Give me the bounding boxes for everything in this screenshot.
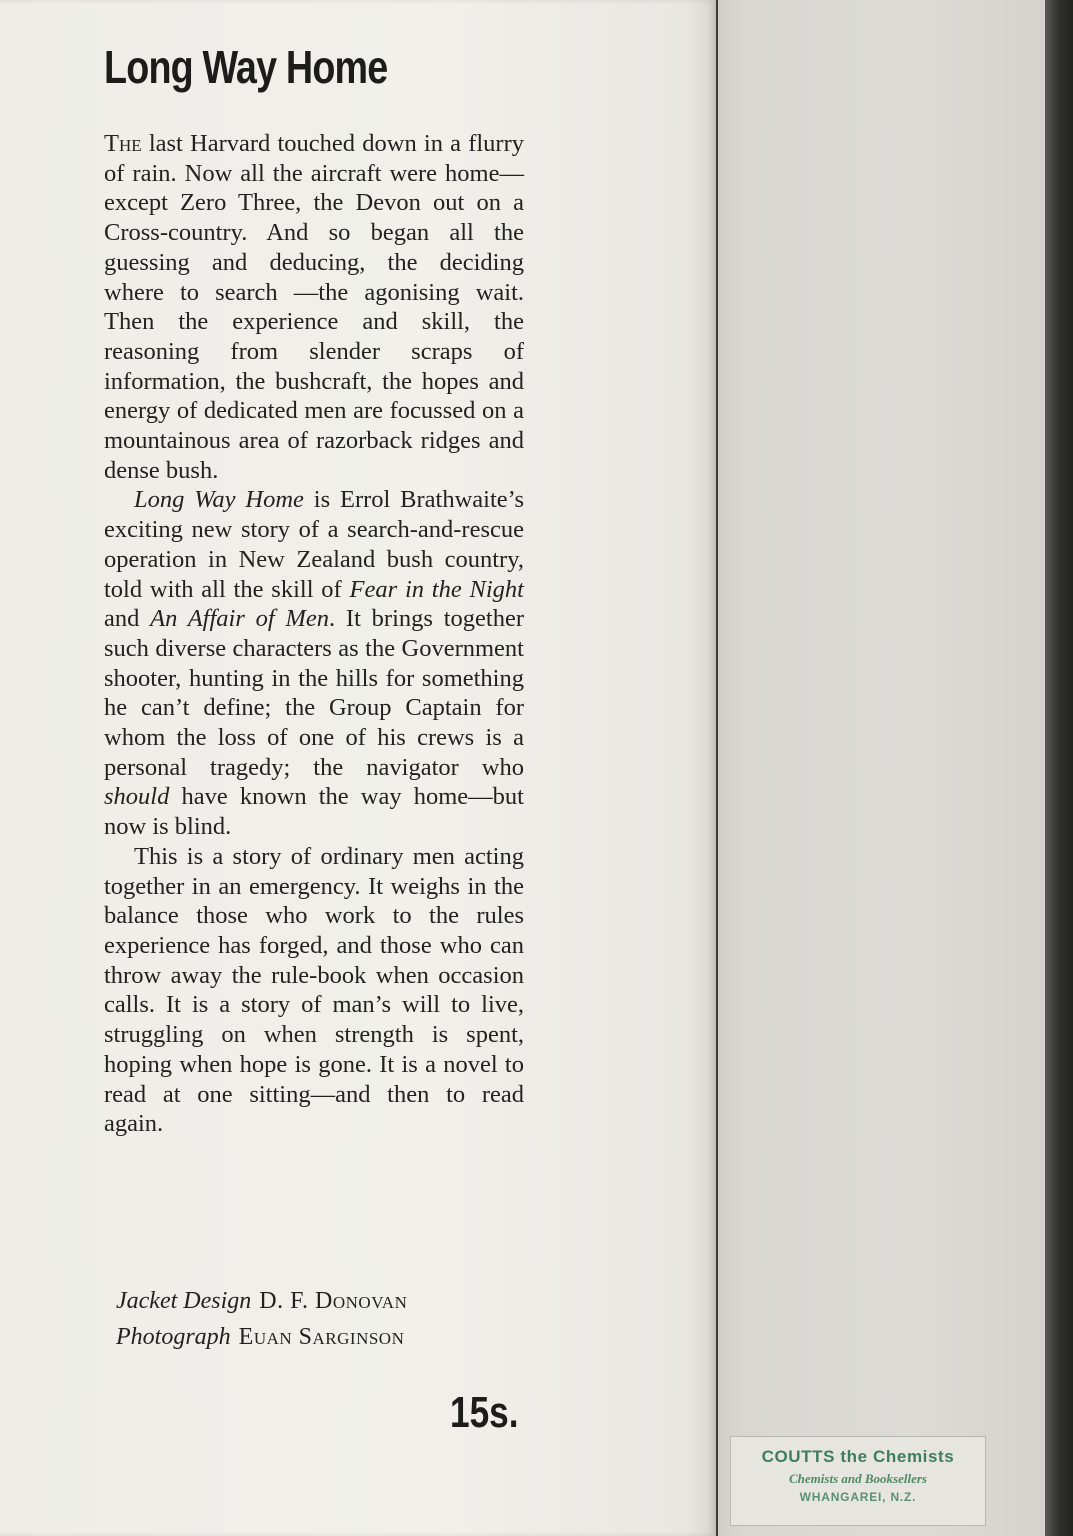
blurb-p2-text-b: and	[104, 605, 151, 633]
credit-jacket-design	[116, 1283, 407, 1319]
credit-design-name: D. F. Donovan	[259, 1288, 408, 1314]
blurb-p2-book-2: An Affair of Men	[150, 605, 330, 633]
credit-photo-name: Euan Sarginson	[238, 1324, 405, 1350]
cover-board-edge	[1045, 0, 1073, 1536]
sticker-location: WHANGAREI, N.Z.	[799, 1490, 917, 1504]
blurb-paragraph-2	[104, 485, 524, 841]
credit-photograph	[116, 1319, 407, 1355]
sticker-subtitle: Chemists and Booksellers	[789, 1471, 927, 1486]
credits	[116, 1283, 407, 1355]
book-title: Long Way Home	[104, 41, 388, 93]
blurb-p2-title: Long Way Home	[134, 486, 304, 514]
price: 15s.	[450, 1388, 519, 1437]
blurb-p1-text: last Harvard touched down in a flurry of rain. Now all the aircraft were home—except Zero Three, the Devon out on a Cross-country. And so began all the guessing and deducing, the deciding where to search —the agonising wait. Then the experience and skill, the reasoning from slender scraps of information, the bushcraft, the hopes and energy of dedicated men are focussed on a mountainous area of razorback ridges and dense bush.	[104, 130, 524, 484]
blurb-lead-word: The	[104, 130, 142, 157]
blurb-p2-text-d: have known the way home—but now is blind.	[104, 783, 524, 841]
blurb-p2-book-1: Fear in the Night	[349, 575, 524, 603]
blurb-paragraph-3: This is a story of ordinary men acting together in an emergency. It weighs in the balance those who work to the rules experience has forged, and those who can throw away the rule-book when occasion calls. It is a story of man’s will to live, struggling on when strength is spent, hoping when hope is gone. It is a novel to read at one sitting—and then to read again.	[104, 842, 524, 1138]
blurb-p2-emphasis: should	[104, 783, 170, 811]
credit-design-label: Jacket Design	[116, 1288, 252, 1314]
bookseller-sticker	[730, 1436, 986, 1526]
blurb	[104, 129, 524, 1139]
credit-photo-label: Photograph	[116, 1324, 231, 1350]
blurb-p2-text-c: . It brings together such diverse characters as the Government shooter, hunting in the hills for something he can’t define; the Group Captain for whom the loss of one of his crews is a personal tragedy; the navigator who	[104, 605, 524, 781]
sticker-shop-name: COUTTS the Chemists	[761, 1447, 955, 1466]
endpaper	[718, 0, 1045, 1536]
blurb-p2-text-a: is Errol Brathwaite’s exciting new story of a search-and-rescue operation in New Zealand bush country, told with all the skill of	[104, 486, 525, 603]
blurb-paragraph-1	[104, 129, 524, 485]
